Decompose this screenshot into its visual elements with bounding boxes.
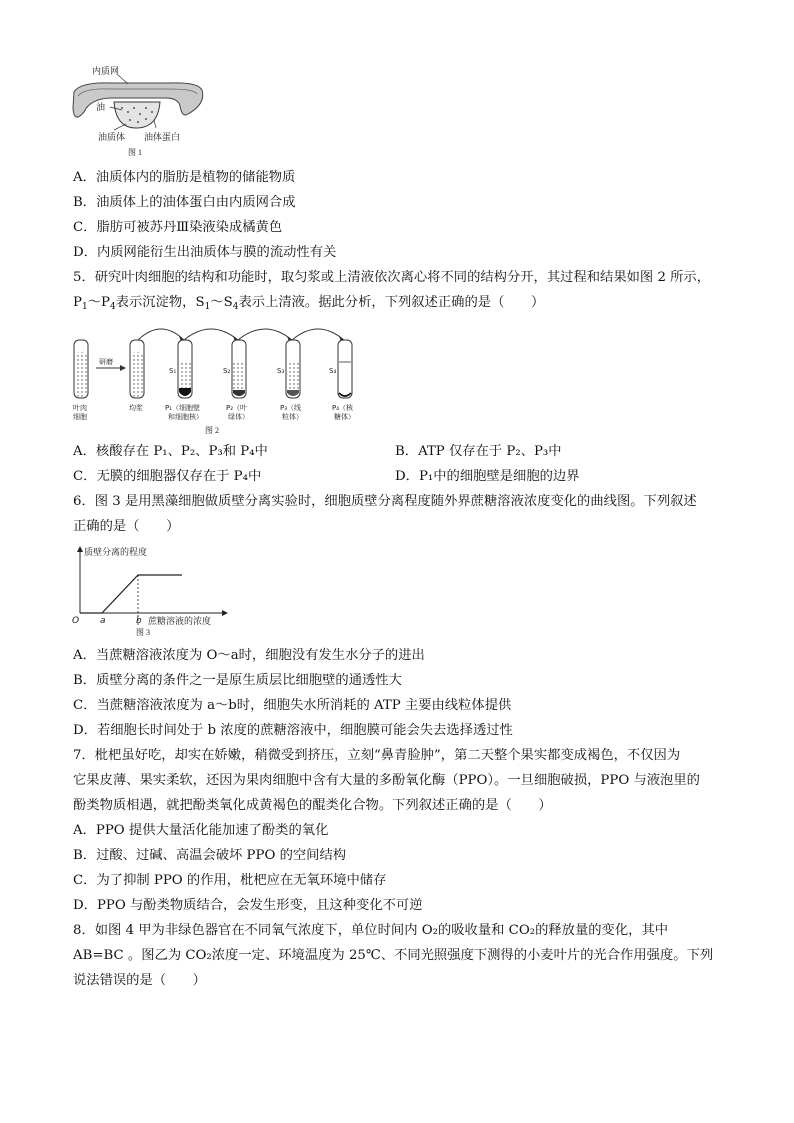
fig1-label-oil-body: 油质体 bbox=[98, 133, 126, 143]
q5-stem-line1: 5．研究叶肉细胞的结构和功能时，取匀浆或上清液依次离心将不同的结构分开，其过程和结果如图 2 所示， bbox=[73, 270, 711, 285]
q5-option-a: A．核酸存在 P₁、P₂、P₃和 P₄中 bbox=[73, 444, 268, 459]
q8-stem-line3: 说法错误的是（ ） bbox=[73, 973, 206, 988]
tube-p4 bbox=[338, 340, 352, 398]
q4-option-a: A．油质体内的脂肪是植物的储能物质 bbox=[73, 170, 296, 185]
fig2-tube1-label-a: 叶肉 bbox=[73, 404, 87, 412]
fig2-p4-label-a: P₄（核 bbox=[332, 404, 354, 412]
fig2-s3: S₃ bbox=[277, 367, 285, 375]
q6-option-d: D．若细胞长时间处于 b 浓度的蔗糖溶液中，细胞膜可能会失去选择透过性 bbox=[73, 723, 513, 738]
fig2-tube2-label: 均浆 bbox=[129, 404, 143, 412]
fig2-s4: S₄ bbox=[329, 367, 337, 375]
q7-option-a: A．PPO 提供大量活化能加速了酚类的氧化 bbox=[73, 823, 329, 838]
fig2-s1: S₁ bbox=[169, 367, 177, 375]
figure-3-chart bbox=[70, 545, 230, 640]
q4-option-d: D．内质网能衍生出油质体与膜的流动性有关 bbox=[73, 245, 337, 260]
fig3-origin: O bbox=[72, 616, 80, 626]
q7-option-b: B．过酸、过碱、高温会破坏 PPO 的空间结构 bbox=[73, 848, 347, 863]
q6-option-c: C．当蔗糖溶液浓度为 a～b时，细胞失水所消耗的 ATP 主要由线粒体提供 bbox=[73, 698, 512, 713]
q7-option-d: D．PPO 与酚类物质结合，会发生形变，且这种变化不可逆 bbox=[73, 898, 423, 913]
fig1-caption: 图 1 bbox=[128, 148, 142, 157]
fig2-p4-label-b: 糖体） bbox=[334, 413, 355, 421]
q4-option-c: C．脂肪可被苏丹Ⅲ染液染成橘黄色 bbox=[73, 220, 283, 235]
fig2-s2: S₂ bbox=[223, 367, 231, 375]
q6-option-a: A．当蔗糖溶液浓度为 O～a时，细胞没有发生水分子的进出 bbox=[73, 648, 425, 663]
fig2-p3-label-a: P₃（线 bbox=[280, 404, 302, 412]
fig3-tick-b: b bbox=[136, 616, 142, 626]
q5-option-c: C．无膜的细胞器仅存在于 P₄中 bbox=[73, 469, 262, 484]
q7-option-c: C．为了抑制 PPO 的作用，枇杷应在无氧环境中储存 bbox=[73, 873, 387, 888]
q6-stem-line2: 正确的是（ ） bbox=[73, 519, 180, 534]
q7-stem-line3: 酚类物质相遇，就把酚类氧化成黄褐色的醌类化合物。下列叙述正确的是（ ） bbox=[73, 798, 552, 813]
q5-option-b: B．ATP 仅存在于 P₂、P₃中 bbox=[395, 444, 562, 459]
fig2-tube1-label-b: 细胞 bbox=[73, 413, 87, 421]
figure-1 bbox=[70, 62, 206, 158]
fig3-curve bbox=[80, 575, 182, 613]
q4-option-b: B．油质体上的油体蛋白由内质网合成 bbox=[73, 195, 296, 210]
fig3-ylabel: 质壁分离的程度 bbox=[84, 548, 148, 558]
fig2-p2-label-a: P₂（叶 bbox=[226, 404, 248, 412]
fig1-label-oil: 油 bbox=[96, 103, 106, 113]
fig1-label-protein: 油体蛋白 bbox=[144, 133, 181, 143]
fig2-arrow-label: 研磨 bbox=[99, 358, 113, 366]
q8-stem-line2: AB=BC 。图乙为 CO₂浓度一定、环境温度为 25℃、不同光照强度下测得的小麦叶片的光合作用强度。下列 bbox=[73, 948, 714, 963]
fig3-tick-a: a bbox=[100, 616, 106, 626]
fig1-label-er: 内质网 bbox=[92, 67, 120, 77]
q8-stem-line1: 8．如图 4 甲为非绿色器官在不同氧气浓度下，单位时间内 O₂的吸收量和 CO₂的释放量的变化，其中 bbox=[73, 923, 669, 938]
fig3-xlabel: 蔗糖溶液的浓度 bbox=[148, 617, 212, 627]
fig2-p1-label-b: 和细胞核） bbox=[168, 413, 203, 421]
q7-stem-line1: 7．枇杷虽好吃，却实在娇嫩，稍微受到挤压，立刻“鼻青脸肿”，第二天整个果实都变成褐色，不仅因为 bbox=[73, 748, 681, 763]
fig2-caption: 图 2 bbox=[205, 426, 219, 435]
fig3-caption: 图 3 bbox=[136, 628, 150, 637]
figure-2 bbox=[68, 318, 368, 440]
q7-stem-line2: 它果皮薄、果实柔软，还因为果肉细胞中含有大量的多酚氧化酶（PPO）。一旦细胞破损，PPO 与液泡里的 bbox=[73, 773, 700, 788]
q6-stem-line1: 6．图 3 是用黑藻细胞做质壁分离实验时，细胞质壁分离程度随外界蔗糖溶液浓度变化的曲线图。下列叙述 bbox=[73, 494, 697, 509]
q5-stem-line2: $P_1\sim P_4$表示沉淀物，$S_1\sim S_4$表示上清液。据此分析，下列叙述正确的是（ ） bbox=[73, 295, 545, 312]
fig2-p3-label-b: 粒体） bbox=[282, 413, 303, 421]
q6-option-b: B．质壁分离的条件之一是原生质层比细胞壁的通透性大 bbox=[73, 673, 402, 688]
fig2-p2-label-b: 绿体） bbox=[228, 413, 249, 421]
q5-option-d: D．P₁中的细胞壁是细胞的边界 bbox=[395, 469, 580, 484]
fig2-p1-label-a: P₁（细胞壁 bbox=[165, 404, 201, 412]
